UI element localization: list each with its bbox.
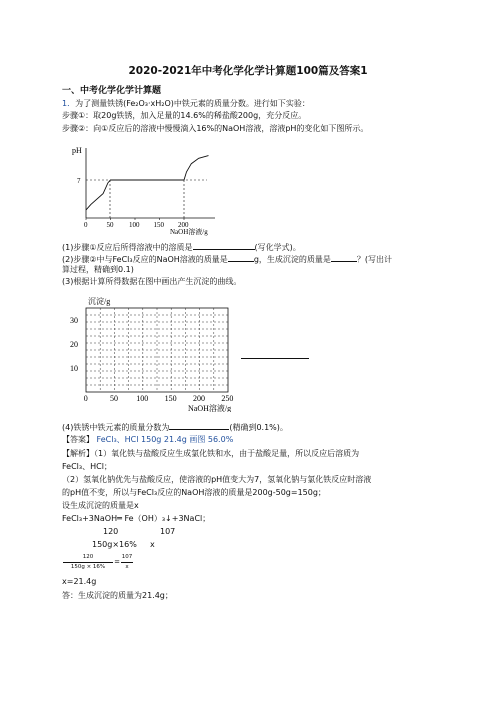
q1-1-text: (1)步骤①反应后所得溶液中的溶质是: [62, 243, 193, 252]
page-title: 2020-2021年中考化学化学计算题100篇及答案1: [128, 65, 368, 77]
reaction-equation: FeCl₃+3NaOH═ Fe（OH）₃↓+3NaCl；: [62, 514, 211, 523]
mass-ratio-1: 120: [103, 527, 119, 536]
grid-x-tick-label: 0: [83, 394, 88, 403]
step-1: 步骤①：取20g铁锈，加入足量的14.6%的稀盐酸200g，充分反应。: [62, 111, 307, 120]
answer-blank-1[interactable]: [193, 240, 255, 250]
q1-2-text-a: (2)步骤②中与FeCl₃反应的NaOH溶液的质量是: [62, 255, 228, 264]
actual-mass-2: x: [150, 540, 155, 549]
grid-x-tick-label: 150: [164, 394, 177, 403]
question-1-4: [62, 420, 288, 433]
answer-row: [62, 434, 233, 445]
mass-ratio-2: 107: [160, 527, 176, 536]
q1-1-tail: (写化学式)。: [254, 243, 301, 252]
q1-2-text-c: ？(写出计: [356, 255, 393, 264]
question-1-3: (3)根据计算所得数据在图中画出产生沉淀的曲线。: [62, 277, 242, 286]
x-tick-label: 200: [178, 221, 189, 229]
answer-line[interactable]: [241, 358, 309, 359]
answer-blank-4[interactable]: [169, 420, 229, 430]
ph-chart: [70, 138, 220, 238]
grid-x-tick-label: 200: [193, 394, 205, 403]
fraction-2-denominator: x: [125, 564, 129, 570]
q1-4-text-b: (精确到0.1%)。: [229, 423, 288, 432]
question-1-intro: [62, 98, 310, 109]
grid-x-label: NaOH溶液/g: [188, 404, 232, 412]
x-tick-label: 50: [106, 221, 114, 229]
x-tick-label: 0: [84, 221, 88, 229]
ph-7-label: 7: [77, 177, 81, 185]
analysis-p1b: FeCl₃、HCl；: [62, 462, 112, 471]
question-text: 为了测量铁锈(Fe₂O₃·xH₂O)中铁元素的质量分数。进行如下实验：: [75, 99, 310, 108]
analysis-p2b: 的pH值不变，所以与FeCl₃反应的NaOH溶液的质量是200g-50g=150g；: [62, 488, 326, 497]
result-x: x=21.4g: [62, 577, 97, 586]
answer-text: FeCl₃、HCl 150g 21.4g 画图 56.0%: [96, 435, 234, 444]
grid-y-tick-label: 20: [70, 340, 78, 349]
grid-y-label: 沉淀/g: [88, 297, 111, 306]
q1-2-text-b: g，生成沉淀的质量是: [253, 255, 331, 264]
grid-x-tick-label: 100: [136, 394, 149, 403]
ph-axis-label: pH: [72, 146, 82, 155]
analysis-p1a-text: （1）氧化铁与盐酸反应生成氯化铁和水，由于盐酸足量，所以反应后溶质为: [94, 449, 360, 458]
question-1-2-cont: 算过程，精确到0.1): [62, 265, 134, 274]
actual-mass-1: 150g×16%: [92, 540, 137, 549]
analysis-p1a: [62, 448, 359, 459]
x-tick-label: 100: [129, 221, 140, 229]
q1-4-text-a: (4)铁锈中铁元素的质量分数为: [62, 423, 170, 432]
fraction-1-bar: [63, 562, 113, 563]
analysis-p2c: 设生成沉淀的质量是x: [62, 501, 139, 510]
fraction-2-bar: [121, 562, 133, 563]
fraction-2-numerator: 107: [121, 554, 133, 560]
fraction-1-numerator: 120: [82, 554, 94, 560]
fraction-1-denominator: 150g × 16%: [70, 564, 106, 570]
precipitate-grid: [68, 292, 258, 412]
grid-y-tick-label: 10: [70, 364, 78, 373]
step-2: 步骤②：向①反应后的溶液中慢慢滴入16%的NaOH溶液，溶液pH的变化如下图所示。: [62, 124, 369, 133]
x-tick-label: 150: [153, 221, 164, 229]
question-number: 1．: [62, 99, 76, 108]
answer-blank-3[interactable]: [331, 252, 357, 262]
x-axis-label: NaOH溶液/g: [170, 228, 208, 236]
grid-x-tick-label: 250: [221, 394, 234, 403]
answer-label: 【答案】: [62, 435, 94, 444]
answer-conclusion: 答：生成沉淀的质量为21.4g；: [62, 591, 173, 600]
ph-curve: [86, 156, 209, 210]
analysis-p2a: （2）氢氧化钠优先与盐酸反应，使溶液的pH值变大为7，氢氧化钠与氯化铁反应时溶液: [62, 475, 372, 484]
section-heading: 一、中考化学化学计算题: [62, 86, 162, 96]
grid-x-tick-label: 50: [110, 394, 118, 403]
answer-blank-2[interactable]: [228, 252, 254, 262]
equals-sign: =: [114, 558, 120, 566]
grid-y-tick-label: 30: [70, 316, 78, 325]
analysis-label: 【解析】: [62, 449, 94, 458]
